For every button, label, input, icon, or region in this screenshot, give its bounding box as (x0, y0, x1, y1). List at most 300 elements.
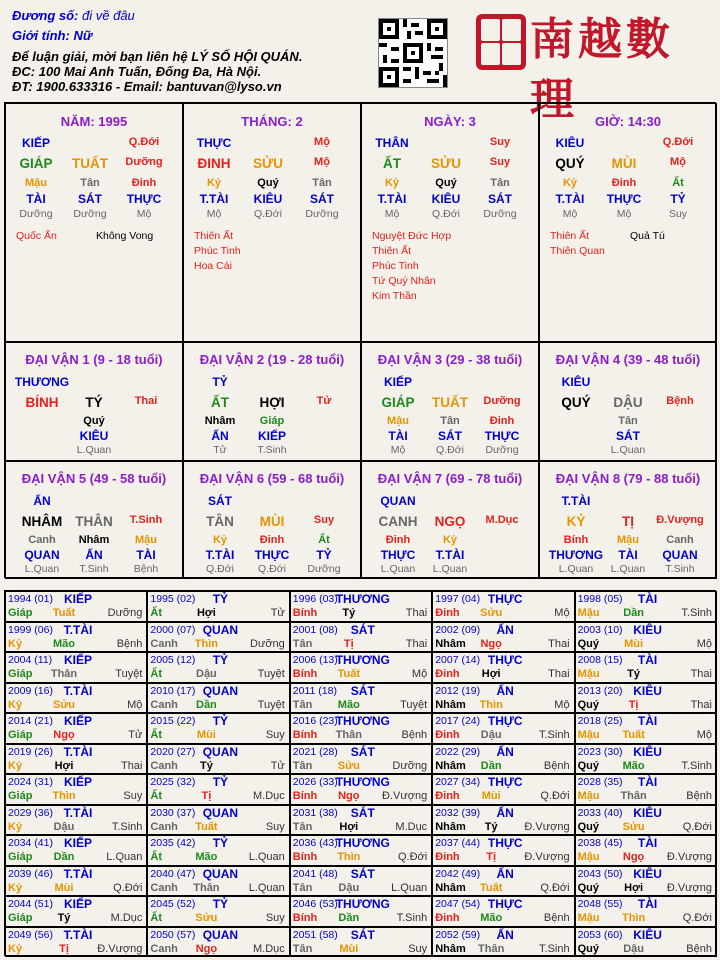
year-label: 2042 (49) (435, 867, 481, 880)
pillar-cell (361, 103, 539, 342)
year-branch: Mùi (624, 637, 644, 650)
year-stem: Tân (292, 698, 313, 711)
hidden-stem: Quý (435, 177, 457, 189)
year-ten-god: ẤN (496, 927, 514, 942)
year-stem: Tân (292, 881, 313, 894)
year-ten-god: KIẾP (63, 592, 93, 606)
year-stem: Kỷ (8, 637, 23, 650)
year-phase: Đ.Vượng (382, 790, 428, 802)
year-stem: Đinh (435, 729, 460, 741)
year-label: 2030 (37) (150, 806, 196, 819)
life-phase: Mộ (670, 156, 686, 168)
heavenly-stem: ẤT (383, 156, 401, 171)
contact-line: Để luận giải, mời bạn liên hệ LÝ SỐ HỘI QUÁN. (12, 49, 303, 64)
year-cell (432, 835, 574, 866)
year-branch: Dậu (480, 729, 502, 741)
year-label: 2041 (48) (292, 867, 338, 880)
heavenly-stem: TÂN (206, 513, 234, 529)
hidden-state: Q.Đới (432, 208, 460, 220)
hidden-stem: Kỷ (562, 177, 578, 189)
year-label: 2040 (47) (150, 867, 196, 880)
special-star: Quả Tú (630, 230, 665, 242)
star-label: Q.Đới (662, 136, 694, 148)
hidden-stem: Ất (672, 177, 684, 189)
year-stem: Tân (292, 942, 313, 955)
year-cell (147, 591, 289, 622)
year-label: 2044 (51) (8, 898, 53, 910)
hidden-state: Mộ (384, 208, 400, 220)
year-ten-god: T.TÀI (63, 805, 93, 820)
hidden-state: L.Quan (380, 562, 416, 575)
year-phase: Q.Đới (113, 881, 143, 894)
year-cell (5, 744, 147, 775)
year-label: 1999 (06) (8, 623, 53, 636)
dai-van-cell (539, 461, 717, 580)
year-branch: Tý (484, 820, 498, 833)
year-ten-god: KIẾP (63, 897, 93, 911)
year-stem: Bính (292, 668, 318, 680)
dai-van-cell (183, 342, 361, 461)
year-label: 2053 (60) (577, 928, 623, 941)
year-ten-god: QUAN (202, 744, 239, 759)
year-phase: Bệnh (116, 637, 143, 650)
year-stem: Giáp (8, 790, 33, 802)
hidden-god: THỰC (126, 192, 162, 206)
year-label: 2026 (33) (292, 776, 338, 788)
hidden-god: SÁT (616, 429, 640, 443)
year-branch: Ngọ (480, 637, 502, 650)
year-cell (290, 683, 432, 714)
year-cell (147, 896, 289, 927)
year-branch: Tị (628, 698, 639, 711)
year-label: 2001 (08) (292, 623, 338, 636)
year-label: 2023 (30) (577, 745, 623, 758)
year-branch: Thân (50, 668, 78, 680)
year-phase: Tử (270, 759, 285, 772)
year-ten-god: THỰC (487, 653, 523, 667)
year-phase: Suy (265, 729, 285, 741)
year-cell (147, 866, 289, 897)
hidden-stem: Ất (318, 533, 330, 546)
year-cell (5, 805, 147, 836)
hidden-state: L.Quan (610, 562, 646, 575)
year-ten-god: SÁT (350, 622, 375, 637)
special-star: Phúc Tinh (372, 260, 419, 272)
year-ten-god: THƯƠNG (335, 653, 390, 667)
ten-god: THỰC (196, 136, 232, 150)
year-phase: T.Sinh (539, 729, 570, 741)
hidden-state: Q.Đới (436, 444, 464, 456)
hidden-god: TÀI (136, 547, 156, 562)
hidden-stem: Quý (257, 177, 279, 189)
year-branch: Dậu (53, 820, 75, 833)
dai-van-title: ĐẠI VẬN 6 (59 - 68 tuổi) (199, 470, 345, 486)
year-cell (5, 683, 147, 714)
dai-van-title: ĐẠI VẬN 1 (9 - 18 tuổi) (25, 352, 163, 367)
dai-van-title: ĐẠI VẬN 5 (49 - 58 tuổi) (21, 470, 167, 486)
year-stem: Ất (150, 607, 162, 619)
special-star: Thiên Ất (550, 230, 590, 242)
year-phase: Q.Đới (682, 820, 712, 833)
year-branch: Mão (480, 912, 503, 924)
dai-van-title: ĐẠI VẬN 2 (19 - 28 tuổi) (199, 352, 345, 367)
dai-van-title: ĐẠI VẬN 4 (39 - 48 tuổi) (555, 352, 701, 367)
year-label: 2027 (34) (435, 776, 481, 788)
dai-van-cell (5, 461, 183, 580)
year-phase: Dưỡng (392, 759, 428, 772)
year-cell (432, 744, 574, 775)
hidden-stem: Đinh (385, 533, 411, 546)
year-ten-god: TỶ (212, 897, 229, 911)
hidden-state: Mộ (616, 208, 632, 220)
hidden-stem: Mậu (387, 415, 409, 427)
year-phase: T.Sinh (111, 820, 143, 833)
hidden-god: QUAN (662, 547, 698, 562)
year-cell (575, 622, 717, 653)
year-label: 2013 (20) (577, 684, 623, 697)
year-cell (575, 896, 717, 927)
year-phase: Q.Đới (397, 851, 428, 863)
year-cell (575, 835, 717, 866)
ten-god: KIẾP (383, 375, 413, 389)
life-phase: M.Dục (485, 513, 519, 526)
year-phase: Thai (690, 698, 712, 711)
year-stem: Mậu (577, 790, 600, 802)
hidden-stem: Đinh (259, 533, 285, 546)
hidden-stem: Tân (440, 415, 460, 427)
year-ten-god: KIẾP (63, 653, 93, 667)
year-stem: Canh (150, 637, 178, 650)
year-phase: L.Quan (106, 851, 143, 863)
hidden-state: T.Sinh (79, 562, 109, 575)
earthly-branch: THÂN (75, 513, 113, 529)
year-phase: T.Sinh (681, 759, 712, 772)
year-branch: Sửu (622, 820, 645, 833)
year-ten-god: THỰC (487, 775, 523, 789)
year-branch: Thìn (479, 698, 503, 711)
hidden-god: TÀI (388, 429, 408, 443)
year-cell (290, 805, 432, 836)
year-label: 2038 (45) (577, 837, 623, 849)
pillar-title: THÁNG: 2 (241, 114, 303, 129)
life-phase: Bệnh (666, 395, 694, 407)
year-cell (575, 744, 717, 775)
year-ten-god: SÁT (350, 683, 375, 698)
hidden-stem: Đinh (611, 177, 637, 189)
year-ten-god: THỰC (487, 897, 523, 911)
heavenly-stem: QUÝ (561, 395, 591, 410)
hidden-god: THỰC (606, 192, 642, 206)
year-stem: Kỷ (8, 759, 23, 772)
dai-van-cell (183, 461, 361, 580)
year-cell (5, 927, 147, 958)
year-cell (290, 622, 432, 653)
year-ten-god: ẤN (496, 805, 514, 820)
hidden-god: SÁT (310, 192, 334, 206)
year-cell (290, 652, 432, 683)
year-cell (575, 713, 717, 744)
dai-van-cell (5, 342, 183, 461)
year-stem: Canh (150, 942, 178, 955)
year-stem: Nhâm (435, 820, 466, 833)
year-branch: Mão (53, 637, 75, 650)
year-label: 2050 (57) (150, 928, 196, 941)
year-label: 2035 (42) (150, 837, 196, 849)
year-label: 2010 (17) (150, 684, 196, 697)
year-phase: Đ.Vượng (666, 851, 712, 863)
year-ten-god: QUAN (202, 805, 239, 820)
year-cell (147, 683, 289, 714)
year-branch: Thìn (194, 637, 218, 650)
year-stem: Kỷ (8, 698, 23, 711)
earthly-branch: NGỌ (434, 513, 466, 529)
year-branch: Tuất (479, 881, 503, 894)
year-ten-god: KIÊU (633, 744, 662, 759)
year-stem: Đinh (435, 607, 460, 619)
hidden-god: KIẾP (257, 429, 287, 443)
year-branch: Tuất (337, 668, 360, 680)
year-phase: Suy (408, 942, 428, 955)
year-cell (5, 774, 147, 805)
year-phase: Thai (120, 759, 143, 772)
year-cell (575, 652, 717, 683)
year-phase: Tuyệt (257, 698, 285, 711)
year-cell (432, 774, 574, 805)
year-branch: Ngọ (195, 942, 218, 955)
year-branch: Tý (199, 759, 213, 772)
year-stem: Quý (577, 698, 599, 711)
year-stem: Bính (292, 790, 318, 802)
year-stem: Nhâm (435, 881, 466, 894)
year-phase: Tử (128, 729, 143, 741)
hidden-stem: Kỷ (442, 533, 458, 546)
life-phase: Dưỡng (483, 395, 521, 407)
hidden-god: QUAN (24, 547, 60, 562)
hidden-stem: Nhâm (204, 415, 236, 427)
year-branch: Sửu (480, 607, 503, 619)
hidden-state: Q.Đới (206, 562, 234, 575)
hidden-god: THỰC (254, 547, 290, 562)
year-branch: Dần (196, 698, 217, 711)
year-stem: Bính (292, 851, 318, 863)
year-stem: Quý (577, 759, 599, 772)
heavenly-stem: GIÁP (381, 395, 415, 410)
hidden-state: L.Quan (558, 562, 594, 575)
hidden-stem: Đinh (489, 415, 515, 427)
year-stem: Mậu (577, 668, 600, 680)
year-ten-god: ẤN (496, 744, 514, 759)
year-cell (432, 713, 574, 744)
year-ten-god: THƯƠNG (335, 836, 390, 850)
hidden-stem: Kỷ (384, 177, 400, 189)
year-cell (147, 713, 289, 744)
dai-van-title: ĐẠI VẬN 8 (79 - 88 tuổi) (555, 470, 701, 486)
special-star: Nguyệt Đức Hợp (372, 230, 452, 242)
hidden-stem: Canh (28, 533, 56, 546)
year-label: 2024 (31) (8, 776, 53, 788)
life-phase: Mộ (314, 156, 330, 168)
life-phase: Tử (316, 395, 332, 407)
hidden-stem: Bính (563, 533, 589, 546)
ten-god: KIÊU (561, 375, 591, 389)
year-stem: Kỷ (8, 881, 23, 894)
phone-email-line: ĐT: 1900.633316 - Email: bantuvan@lyso.vn (12, 79, 282, 94)
year-stem: Bính (292, 729, 318, 741)
year-branch: Dậu (623, 942, 644, 955)
year-stem: Đinh (435, 668, 460, 680)
year-stem: Giáp (8, 729, 33, 741)
year-branch: Tý (627, 668, 641, 680)
year-stem: Quý (577, 942, 599, 955)
special-star: Tứ Quý Nhân (372, 275, 436, 287)
hidden-state: L.Quan (610, 444, 646, 456)
year-cell (147, 774, 289, 805)
earthly-branch: SỬU (431, 156, 461, 171)
year-cell (575, 866, 717, 897)
year-stem: Ất (150, 729, 162, 741)
year-branch: Dần (480, 759, 502, 772)
dai-van-title: ĐẠI VẬN 3 (29 - 38 tuổi) (377, 352, 523, 367)
hidden-god: T.TÀI (377, 192, 407, 206)
year-ten-god: ẤN (496, 622, 514, 637)
life-phase: Đ.Vượng (656, 513, 704, 526)
year-label: 1995 (02) (150, 593, 196, 605)
hidden-state: L.Quan (76, 444, 112, 456)
year-phase: Q.Đới (540, 881, 570, 894)
hidden-state: Suy (668, 208, 688, 220)
year-branch: Hợi (339, 820, 359, 833)
year-label: 2032 (39) (435, 806, 481, 819)
hidden-state: Mộ (562, 208, 578, 220)
hidden-god: SÁT (488, 192, 512, 206)
year-phase: L.Quan (391, 881, 428, 894)
year-ten-god: TÀI (637, 897, 658, 911)
year-ten-god: THỰC (487, 836, 523, 850)
year-phase: Mộ (411, 668, 428, 680)
year-label: 2029 (36) (8, 806, 53, 819)
hidden-state: Q.Đới (254, 208, 282, 220)
year-cell (575, 927, 717, 958)
hidden-stem: Đinh (131, 177, 157, 189)
ten-god: TỶ (212, 375, 228, 389)
hidden-state: T.Sinh (257, 444, 287, 456)
year-branch: Hợi (481, 668, 501, 680)
year-branch: Dậu (196, 668, 217, 680)
year-ten-god: ẤN (496, 866, 514, 881)
year-ten-god: QUAN (202, 683, 239, 698)
year-label: 2007 (14) (435, 654, 481, 666)
year-ten-god: SÁT (350, 744, 375, 759)
year-ten-god: TỶ (212, 653, 229, 667)
year-cell (147, 835, 289, 866)
year-phase: Thai (405, 637, 428, 650)
pillar-cell (183, 103, 361, 342)
heavenly-stem: ĐINH (197, 156, 231, 171)
address-line: ĐC: 100 Mai Anh Tuấn, Đống Đa, Hà Nội. (12, 64, 262, 79)
year-branch: Dần (623, 607, 644, 619)
year-branch: Sửu (52, 698, 76, 711)
year-cell (432, 683, 574, 714)
hidden-stem: Tân (312, 177, 332, 189)
year-ten-god: THƯƠNG (335, 592, 390, 606)
year-branch: Dậu (338, 881, 360, 894)
year-label: 2002 (09) (435, 623, 481, 636)
year-cell (5, 713, 147, 744)
year-cell (147, 744, 289, 775)
year-phase: Dưỡng (107, 607, 143, 619)
year-ten-god: T.TÀI (63, 927, 93, 942)
hidden-stem: Giáp (259, 415, 285, 427)
year-ten-god: TÀI (637, 653, 658, 667)
year-ten-god: QUAN (202, 622, 239, 637)
year-branch: Mùi (481, 790, 501, 802)
year-label: 2045 (52) (150, 898, 196, 910)
year-label: 2033 (40) (577, 806, 623, 819)
year-cell (290, 713, 432, 744)
year-ten-god: ẤN (496, 683, 514, 698)
hidden-state: Dưỡng (19, 208, 53, 220)
pillar-title: NGÀY: 3 (424, 114, 476, 129)
year-label: 2003 (10) (577, 623, 623, 636)
hidden-god: T.TÀI (205, 547, 235, 562)
hidden-state: L.Quan (432, 562, 468, 575)
dai-van-cell (361, 461, 539, 580)
year-label: 2005 (12) (150, 654, 196, 666)
dai-van-cell (361, 342, 539, 461)
year-branch: Thìn (337, 851, 361, 863)
qr-code-icon (378, 18, 448, 88)
year-ten-god: QUAN (202, 866, 239, 881)
year-stem: Canh (150, 820, 178, 833)
year-phase: Mộ (696, 729, 712, 741)
year-phase: Tuyệt (115, 668, 143, 680)
hidden-state: Mộ (390, 444, 406, 456)
hidden-stem: Mậu (135, 533, 157, 546)
year-branch: Tý (57, 912, 71, 924)
ten-god: SÁT (208, 493, 232, 508)
year-stem: Mậu (577, 912, 600, 924)
special-star: Thiên Ất (372, 245, 412, 257)
gender-line: Giới tính: Nữ (12, 28, 93, 43)
year-cell (432, 927, 574, 958)
hidden-god: TÀI (26, 192, 46, 206)
year-ten-god: TỶ (212, 592, 229, 606)
year-branch: Mùi (196, 729, 216, 741)
hidden-stem: Kỷ (212, 533, 228, 546)
year-label: 2036 (43) (292, 837, 338, 849)
year-stem: Mậu (577, 607, 600, 619)
year-phase: Đ.Vượng (97, 942, 143, 955)
year-label: 2006 (13) (292, 654, 338, 666)
year-cell (290, 774, 432, 805)
year-phase: Bệnh (686, 790, 712, 802)
year-cell (432, 805, 574, 836)
year-label: 2043 (50) (577, 867, 623, 880)
year-cell (575, 805, 717, 836)
year-cell (5, 835, 147, 866)
year-ten-god: T.TÀI (63, 744, 93, 759)
year-phase: Thai (405, 607, 428, 619)
earthly-branch: MÙI (611, 156, 637, 171)
year-phase: T.Sinh (396, 912, 428, 924)
hidden-god: T.TÀI (199, 192, 229, 206)
year-ten-god: TÀI (637, 592, 658, 606)
year-ten-god: KIẾP (63, 714, 93, 728)
year-phase: Tuyệt (400, 698, 428, 711)
year-branch: Hợi (624, 881, 644, 894)
year-ten-god: TỶ (212, 836, 229, 850)
year-label: 2037 (44) (435, 837, 481, 849)
